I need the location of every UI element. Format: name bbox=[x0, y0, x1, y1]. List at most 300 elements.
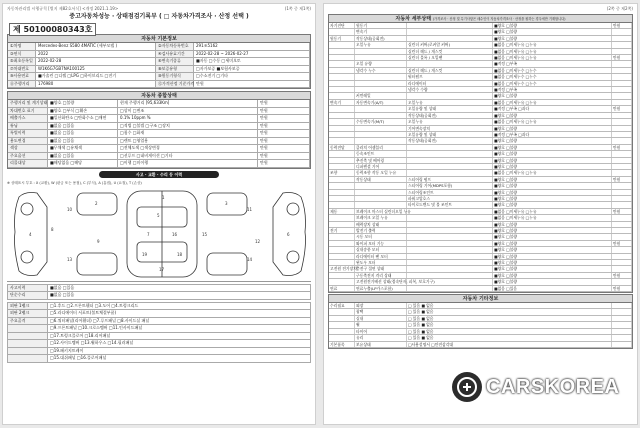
detail-item: 연료누출(LP가스포함) bbox=[355, 286, 407, 291]
detail-subitem bbox=[407, 286, 493, 291]
overall-status: ■없음 □있음 bbox=[48, 130, 118, 138]
detail-item: 브레이크 오일 누유 bbox=[355, 215, 407, 220]
detail-subitem bbox=[407, 93, 493, 98]
overall-status: ■일산화탄소 □탄화수소 □매연 bbox=[48, 115, 118, 123]
detail-category bbox=[329, 119, 355, 124]
other-status: □ 있음 ■ 없음 bbox=[407, 303, 612, 308]
basic-label: ⑫가격산정 기준가격 bbox=[156, 81, 194, 89]
overall-item: 특별이력 bbox=[8, 130, 48, 138]
detail-subitem bbox=[407, 228, 493, 233]
inspection-page-2 bbox=[323, 3, 638, 425]
basic-label: ①차명 bbox=[8, 43, 36, 51]
basic-label: ⑤최초등록일 bbox=[8, 58, 36, 66]
detail-status: ■양호 □불량 bbox=[493, 234, 612, 239]
overall-item: 색상 bbox=[8, 145, 48, 153]
detail-item: 고전원전기배선 상태(접속단자, 피복, 보호기구) bbox=[356, 279, 435, 285]
detail-status: ■없음 □미세누유 □누유 bbox=[493, 209, 612, 214]
accident-value: ■없음 □있음 bbox=[48, 292, 311, 300]
detail-subitem: 작동상태(공회전) bbox=[407, 138, 493, 143]
other-row bbox=[329, 342, 632, 348]
parts-rank: 외판 1랭크 bbox=[8, 303, 48, 311]
parts-rank bbox=[8, 340, 48, 348]
detail-status: ■없음 □미세누수 □누수 bbox=[493, 68, 612, 73]
detail-item: 오일누유 bbox=[355, 42, 407, 47]
detail-item bbox=[355, 196, 407, 201]
detail-status: ■양호 □불량 bbox=[493, 126, 612, 131]
part-label-17: 17 bbox=[159, 266, 165, 272]
detail-row bbox=[329, 286, 632, 292]
other-price bbox=[612, 322, 632, 327]
overall-detail: □상이 □변조 bbox=[118, 108, 258, 116]
basic-value: 291조5162 bbox=[194, 43, 310, 51]
detail-subitem: 스티어링 펌프 bbox=[407, 177, 493, 182]
detail-subitem bbox=[407, 23, 493, 28]
detail-category bbox=[329, 49, 355, 54]
part-label-9: 9 bbox=[97, 238, 100, 244]
detail-category bbox=[329, 74, 355, 79]
detail-subitem: 스티어링조인트 bbox=[407, 190, 493, 195]
other-item: 실내 bbox=[355, 316, 407, 321]
other-info-title: 자동차 기타정보 bbox=[329, 295, 632, 303]
detail-subitem bbox=[407, 29, 493, 34]
overall-status: ■없음 □있음 bbox=[48, 138, 118, 146]
detail-price bbox=[612, 61, 632, 66]
detail-status: ■양호 □불량 bbox=[493, 279, 612, 284]
detail-status: ■양호 □불량 bbox=[493, 196, 612, 201]
detail-status: ■없음 □미세누유 □누유 bbox=[493, 215, 612, 220]
detail-status: ■양호 □불량 bbox=[493, 183, 612, 188]
detail-category bbox=[329, 254, 355, 259]
detail-item bbox=[355, 132, 407, 137]
other-price bbox=[612, 303, 632, 308]
detail-category bbox=[329, 247, 355, 252]
detail-item: 구동축전지 격리 상태 bbox=[355, 273, 407, 278]
detail-price bbox=[612, 119, 632, 124]
detail-status: ■양호 □불량 bbox=[493, 247, 612, 252]
detail-item: 클러치 어셈블리 bbox=[355, 145, 407, 150]
detail-subitem: 오일누유 bbox=[407, 100, 493, 105]
other-category bbox=[329, 309, 355, 314]
detail-item bbox=[355, 183, 407, 188]
detail-subitem: 실린더 커버(로커암 커버) bbox=[407, 42, 493, 47]
detail-category bbox=[329, 202, 355, 207]
detail-subitem bbox=[407, 158, 493, 163]
detail-price bbox=[612, 266, 632, 271]
detail-price bbox=[612, 215, 632, 220]
detail-item: 충전구 절연 상태 bbox=[355, 266, 407, 271]
detail-price bbox=[612, 68, 632, 73]
detail-price bbox=[612, 49, 632, 54]
detail-subitem: 파워고압호스 bbox=[407, 196, 493, 201]
basic-value: 2022-02-28 bbox=[36, 58, 156, 66]
detail-status: ■없음 □미세누유 □누유 bbox=[493, 100, 612, 105]
overall-detail: □적법 □불법 □구조 □장치 bbox=[118, 123, 258, 131]
detail-status: ■양호 □불량 bbox=[493, 273, 612, 278]
detail-status: ■적정 □부족 □과다 bbox=[493, 106, 612, 111]
overall-condition-title: 자동차 종합상태 bbox=[8, 92, 310, 100]
parts-rank: 외판 2랭크 bbox=[8, 310, 48, 318]
form-reference: 자동차관리법 시행규칙 [별지 제82호서식] <개정 2021.1.19> bbox=[7, 6, 119, 11]
detail-item: 디퍼렌셜 기어 bbox=[355, 164, 407, 169]
detail-subitem bbox=[407, 151, 493, 156]
detail-price bbox=[612, 247, 632, 252]
detail-category bbox=[329, 260, 355, 265]
detail-price bbox=[612, 254, 632, 259]
overall-item: 주요옵션 bbox=[8, 153, 48, 161]
other-price bbox=[612, 342, 632, 347]
overall-item: 배출가스 bbox=[8, 115, 48, 123]
part-label-10: 10 bbox=[67, 206, 73, 212]
detail-subitem: 실린더 헤드 / 개스킷 bbox=[407, 49, 493, 54]
other-price bbox=[612, 316, 632, 321]
detail-item: 수동변속기(M/T) bbox=[355, 119, 407, 124]
detail-category bbox=[329, 87, 355, 92]
detail-price bbox=[612, 132, 632, 137]
accident-summary-table bbox=[7, 284, 311, 300]
detail-category bbox=[329, 151, 355, 156]
part-label-6: 6 bbox=[287, 231, 290, 237]
overall-status: ■양호 □불량 bbox=[48, 100, 118, 108]
parts-list: □19.패키지트레이 bbox=[48, 348, 311, 356]
part-label-11: 11 bbox=[247, 206, 253, 212]
detail-item: 작동상태(공회전) bbox=[355, 36, 407, 41]
car-diagram bbox=[7, 187, 311, 282]
basic-info-section bbox=[7, 34, 311, 89]
part-label-1: 1 bbox=[162, 194, 165, 200]
overall-price: 만원 bbox=[258, 100, 310, 108]
detail-subitem: 실린더 블록 / 오일팬 bbox=[407, 55, 493, 60]
overall-item: 튜닝 bbox=[8, 123, 48, 131]
basic-value: 만원 bbox=[194, 81, 310, 89]
detail-subitem: 기어변속장치 bbox=[407, 126, 493, 131]
accident-label: 사고이력 bbox=[8, 285, 48, 293]
detail-status: ■없음 □있음 bbox=[493, 286, 612, 291]
detail-item: 동력조향 작동 오일 누유 bbox=[355, 170, 407, 175]
detail-category bbox=[329, 177, 355, 182]
detail-price bbox=[612, 36, 632, 41]
other-info-table bbox=[329, 303, 632, 348]
basic-label: ⑥변속기종류 bbox=[156, 58, 194, 66]
accident-history-pill: 사고 · 교환 · 수리 등 이력 bbox=[99, 171, 219, 178]
overall-detail: □이행 □미이행 bbox=[118, 160, 258, 168]
parts-rank bbox=[8, 355, 48, 363]
detail-category bbox=[329, 113, 355, 118]
detail-status: ■없음 □미세누유 □누유 bbox=[493, 49, 612, 54]
detail-price: 만원 bbox=[612, 145, 632, 150]
accident-value: ■없음 □있음 bbox=[48, 285, 311, 293]
other-item: 보유상태 bbox=[355, 342, 407, 347]
overall-status: ■양호 □부식 □훼손 bbox=[48, 108, 118, 116]
detail-status: ■양호 □불량 bbox=[493, 228, 612, 233]
basic-label: ②자동차등록번호 bbox=[156, 43, 194, 51]
detail-price bbox=[612, 190, 632, 195]
detail-item: 커먼레일 bbox=[355, 93, 407, 98]
detail-category bbox=[329, 215, 355, 220]
part-label-5: 5 bbox=[157, 212, 160, 218]
detail-item: 배력장치 상태 bbox=[355, 222, 407, 227]
parts-rank bbox=[8, 325, 48, 333]
detail-category bbox=[329, 222, 355, 227]
basic-label: ⑩원동기형식 bbox=[156, 73, 194, 81]
detail-category bbox=[329, 68, 355, 73]
detail-price bbox=[612, 158, 632, 163]
overall-status: ■무채색 □유채색 bbox=[48, 145, 118, 153]
detail-category bbox=[329, 273, 355, 278]
detail-status: ■양호 □불량 bbox=[493, 36, 612, 41]
detail-status: ■없음 □미세누유 □누유 bbox=[493, 42, 612, 47]
part-label-13: 13 bbox=[67, 256, 73, 262]
other-item: 광택 bbox=[355, 309, 407, 314]
detail-subitem: 오일유량 및 상태 bbox=[407, 132, 493, 137]
overall-condition-section bbox=[7, 91, 311, 169]
page-header-2 bbox=[324, 4, 637, 12]
basic-value: □수소전기 □기타 bbox=[194, 73, 310, 81]
detail-condition-title bbox=[329, 15, 632, 23]
detail-category bbox=[329, 61, 355, 66]
detail-status: ■없음 □미세누수 □누수 bbox=[493, 81, 612, 86]
detail-status: ■양호 □불량 bbox=[493, 222, 612, 227]
other-status: □ 있음 ■ 없음 bbox=[407, 329, 612, 334]
detail-subitem bbox=[407, 215, 493, 220]
carskorea-watermark bbox=[452, 368, 632, 406]
overall-price: 만원 bbox=[258, 160, 310, 168]
detail-category bbox=[329, 126, 355, 131]
detail-subitem bbox=[407, 241, 493, 246]
detail-status: ■양호 □불량 bbox=[493, 151, 612, 156]
detail-item bbox=[355, 202, 407, 207]
detail-category bbox=[329, 42, 355, 47]
detail-price bbox=[612, 138, 632, 143]
detail-status: ■없음 □미세누유 □누유 bbox=[493, 55, 612, 60]
detail-subitem bbox=[407, 61, 493, 66]
overall-status: ■해당없음 □해당 bbox=[48, 160, 118, 168]
part-label-2: 2 bbox=[95, 200, 98, 206]
detail-status: ■양호 □불량 bbox=[493, 23, 612, 28]
detail-status: ■양호 □불량 bbox=[493, 266, 612, 271]
detail-price bbox=[612, 113, 632, 118]
detail-category bbox=[329, 196, 355, 201]
other-category bbox=[329, 335, 355, 340]
detail-item: 자동변속기(A/T) bbox=[355, 100, 407, 105]
detail-price bbox=[612, 164, 632, 169]
document-title: 중고자동차성능 · 상태점검기록부 ( □ 자동차가격조사 · 산정 선택 ) bbox=[69, 13, 249, 20]
detail-category: 변속기 bbox=[329, 100, 355, 105]
detail-category bbox=[329, 93, 355, 98]
parts-list: □9.프론트패널 □10.크로스멤버 □11.인사이드패널 bbox=[48, 325, 311, 333]
overall-detail: □전체도색 □색상변경 bbox=[118, 145, 258, 153]
detail-status: ■없음 □미세누수 □누수 bbox=[493, 74, 612, 79]
detail-subitem: 냉각수 수량 bbox=[407, 87, 493, 92]
detail-subitem bbox=[407, 234, 493, 239]
other-status: □ 있음 ■ 없음 bbox=[407, 335, 612, 340]
detail-item: 오일 유량 bbox=[355, 61, 407, 66]
detail-status: ■양호 □불량 bbox=[493, 241, 612, 246]
detail-price bbox=[612, 151, 632, 156]
detail-category: 원동기 bbox=[329, 36, 355, 41]
basic-value: Mercedes-Benz S580 4MATIC (세부모델 ) bbox=[36, 43, 156, 51]
part-label-7: 7 bbox=[147, 231, 150, 237]
detail-price bbox=[612, 42, 632, 47]
parts-list: □17.트렁크플로어 □18.리어패널 bbox=[48, 333, 311, 341]
basic-label: ⑧보증유형 bbox=[156, 66, 194, 74]
detail-price: 만원 bbox=[612, 177, 632, 182]
other-item: 외장 bbox=[355, 303, 407, 308]
basic-label: ⑪주행거리 bbox=[8, 81, 36, 89]
detail-category bbox=[329, 132, 355, 137]
other-status: □ 있음 ■ 없음 bbox=[407, 322, 612, 327]
detail-item: 등속조인트 bbox=[355, 151, 407, 156]
detail-price: 만원 bbox=[612, 273, 632, 278]
detail-category bbox=[329, 81, 355, 86]
detail-item: 냉각수 누수 bbox=[355, 68, 407, 73]
overall-price: 만원 bbox=[258, 123, 310, 131]
detail-category: 자기진단 bbox=[329, 23, 355, 28]
overall-item: 리콜대상 bbox=[8, 160, 48, 168]
basic-label: ⑨사용연료 bbox=[8, 73, 36, 81]
detail-item bbox=[355, 55, 407, 60]
detail-status: ■양호 □불량 bbox=[493, 93, 612, 98]
detail-price bbox=[612, 170, 632, 175]
part-label-16: 16 bbox=[172, 231, 178, 237]
detail-subitem bbox=[407, 254, 493, 259]
detail-category bbox=[329, 279, 355, 284]
detail-category: 동력전달 bbox=[329, 145, 355, 150]
detail-item bbox=[355, 87, 407, 92]
detail-price bbox=[612, 29, 632, 34]
overall-price: 만원 bbox=[258, 153, 310, 161]
detail-price bbox=[612, 279, 632, 284]
detail-category bbox=[329, 158, 355, 163]
detail-condition-note: (가격조사 · 산정 및 특기사항은 매수인이 자동차가격조사 · 산정을 원하는 경우에만 기재합니다) bbox=[432, 17, 566, 21]
detail-item: 작동상태 bbox=[355, 177, 407, 182]
detail-item: 와이퍼 모터 기능 bbox=[355, 241, 407, 246]
detail-status: ■양호 □불량 bbox=[493, 164, 612, 169]
overall-detail: 0.1% 10ppm % bbox=[118, 115, 258, 123]
detail-subitem bbox=[407, 260, 493, 265]
detail-item bbox=[355, 113, 407, 118]
detail-status: ■양호 □불량 bbox=[493, 145, 612, 150]
detail-subitem bbox=[407, 170, 493, 175]
parts-rank: 주요골격 bbox=[8, 318, 48, 326]
detail-item: 시동 모터 bbox=[355, 234, 407, 239]
overall-status: ■없음 □있음 bbox=[48, 123, 118, 131]
detail-price: 만원 bbox=[612, 23, 632, 28]
other-price bbox=[612, 329, 632, 334]
part-label-8: 8 bbox=[51, 226, 54, 232]
page-header bbox=[3, 4, 315, 12]
other-price bbox=[612, 335, 632, 340]
detail-item: 브레이크 마스터 실린더오일 누유 bbox=[356, 208, 411, 214]
basic-label: ⑦차대번호 bbox=[8, 66, 36, 74]
detail-condition-heading: 자동차 세부상태 bbox=[395, 16, 432, 22]
detail-item: 라디에이터 팬 모터 bbox=[355, 254, 407, 259]
part-label-3: 3 bbox=[225, 200, 228, 206]
overall-price: 만원 bbox=[258, 130, 310, 138]
page-number: (1쪽 중 제1쪽) bbox=[284, 6, 311, 11]
basic-value: ■자동 □수동 □세미오토 bbox=[194, 58, 310, 66]
detail-price bbox=[612, 222, 632, 227]
detail-status: ■적정 □부족 □과다 bbox=[493, 132, 612, 137]
parts-condition-table bbox=[7, 302, 311, 363]
detail-price: 만원 bbox=[612, 106, 632, 111]
detail-category bbox=[329, 29, 355, 34]
detail-price bbox=[612, 234, 632, 239]
overall-price: 만원 bbox=[258, 138, 310, 146]
other-category: 수리필요 bbox=[329, 303, 355, 308]
detail-category bbox=[329, 183, 355, 188]
detail-item: 추진축 및 베어링 bbox=[355, 158, 407, 163]
detail-subitem: 라디에이터 bbox=[407, 81, 493, 86]
detail-price bbox=[612, 81, 632, 86]
detail-status: ■없음 □미세누유 □누유 bbox=[493, 119, 612, 124]
page-number-2: (2쪽 중 제2쪽) bbox=[606, 6, 633, 11]
detail-category: 조향 bbox=[329, 170, 355, 175]
detail-item: 변속기 bbox=[355, 29, 407, 34]
detail-status: ■양호 □불량 bbox=[493, 190, 612, 195]
detail-category bbox=[329, 234, 355, 239]
detail-price: 만원 bbox=[612, 209, 632, 214]
detail-subitem bbox=[407, 279, 493, 284]
basic-value: □자가보증 ■보험사보증 bbox=[194, 66, 310, 74]
detail-category bbox=[329, 241, 355, 246]
part-label-14: 14 bbox=[247, 256, 253, 262]
detail-item bbox=[355, 74, 407, 79]
detail-category: 제동 bbox=[329, 209, 355, 214]
detail-price bbox=[612, 202, 632, 207]
detail-status: ■양호 □불량 bbox=[493, 113, 612, 118]
part-label-18: 18 bbox=[177, 251, 183, 257]
detail-category: 고전원 전기장치 bbox=[330, 266, 357, 272]
other-item: 휠 bbox=[355, 322, 407, 327]
detail-subitem: 실린더 헤드 / 개스킷 bbox=[407, 68, 493, 73]
detail-price: 만원 bbox=[612, 286, 632, 291]
detail-subitem: 오일유량 및 상태 bbox=[407, 106, 493, 111]
detail-item: 원동기 bbox=[355, 23, 407, 28]
detail-subitem bbox=[407, 145, 493, 150]
detail-subitem bbox=[407, 222, 493, 227]
detail-status: ■양호 □불량 bbox=[493, 177, 612, 182]
part-label-19: 19 bbox=[142, 251, 148, 257]
detail-price bbox=[612, 228, 632, 233]
detail-subitem bbox=[407, 36, 493, 41]
parts-list: □5.라디에이터 서포트(볼트체결부품) bbox=[48, 310, 311, 318]
detail-price bbox=[612, 260, 632, 265]
other-item: 타이어 bbox=[355, 329, 407, 334]
detail-status: ■양호 □불량 bbox=[493, 260, 612, 265]
overall-item: 용도변경 bbox=[8, 138, 48, 146]
detail-subitem: 워터펌프 bbox=[407, 74, 493, 79]
overall-status: ■없음 □있음 bbox=[48, 153, 118, 161]
detail-category bbox=[329, 164, 355, 169]
part-label-12: 12 bbox=[255, 238, 261, 244]
detail-category bbox=[329, 190, 355, 195]
detail-price bbox=[612, 87, 632, 92]
basic-value: 176980 bbox=[36, 81, 156, 89]
detail-status: ■양호 □불량 bbox=[493, 29, 612, 34]
carskorea-logo-icon bbox=[452, 372, 482, 402]
overall-price: 만원 bbox=[258, 145, 310, 153]
parts-rank bbox=[8, 348, 48, 356]
detail-status: ■양호 □불량 bbox=[493, 202, 612, 207]
other-status: □ 있음 ■ 없음 bbox=[407, 316, 612, 321]
detail-category: 연료 bbox=[329, 286, 355, 291]
detail-status: ■없음 □미세누유 □누유 bbox=[493, 170, 612, 175]
basic-value: ■가솔린 □디젤 □LPG □하이브리드 □전기 bbox=[36, 73, 156, 81]
detail-subitem bbox=[407, 273, 493, 278]
detail-item bbox=[355, 106, 407, 111]
basic-info-table bbox=[8, 43, 310, 88]
detail-price bbox=[612, 196, 632, 201]
